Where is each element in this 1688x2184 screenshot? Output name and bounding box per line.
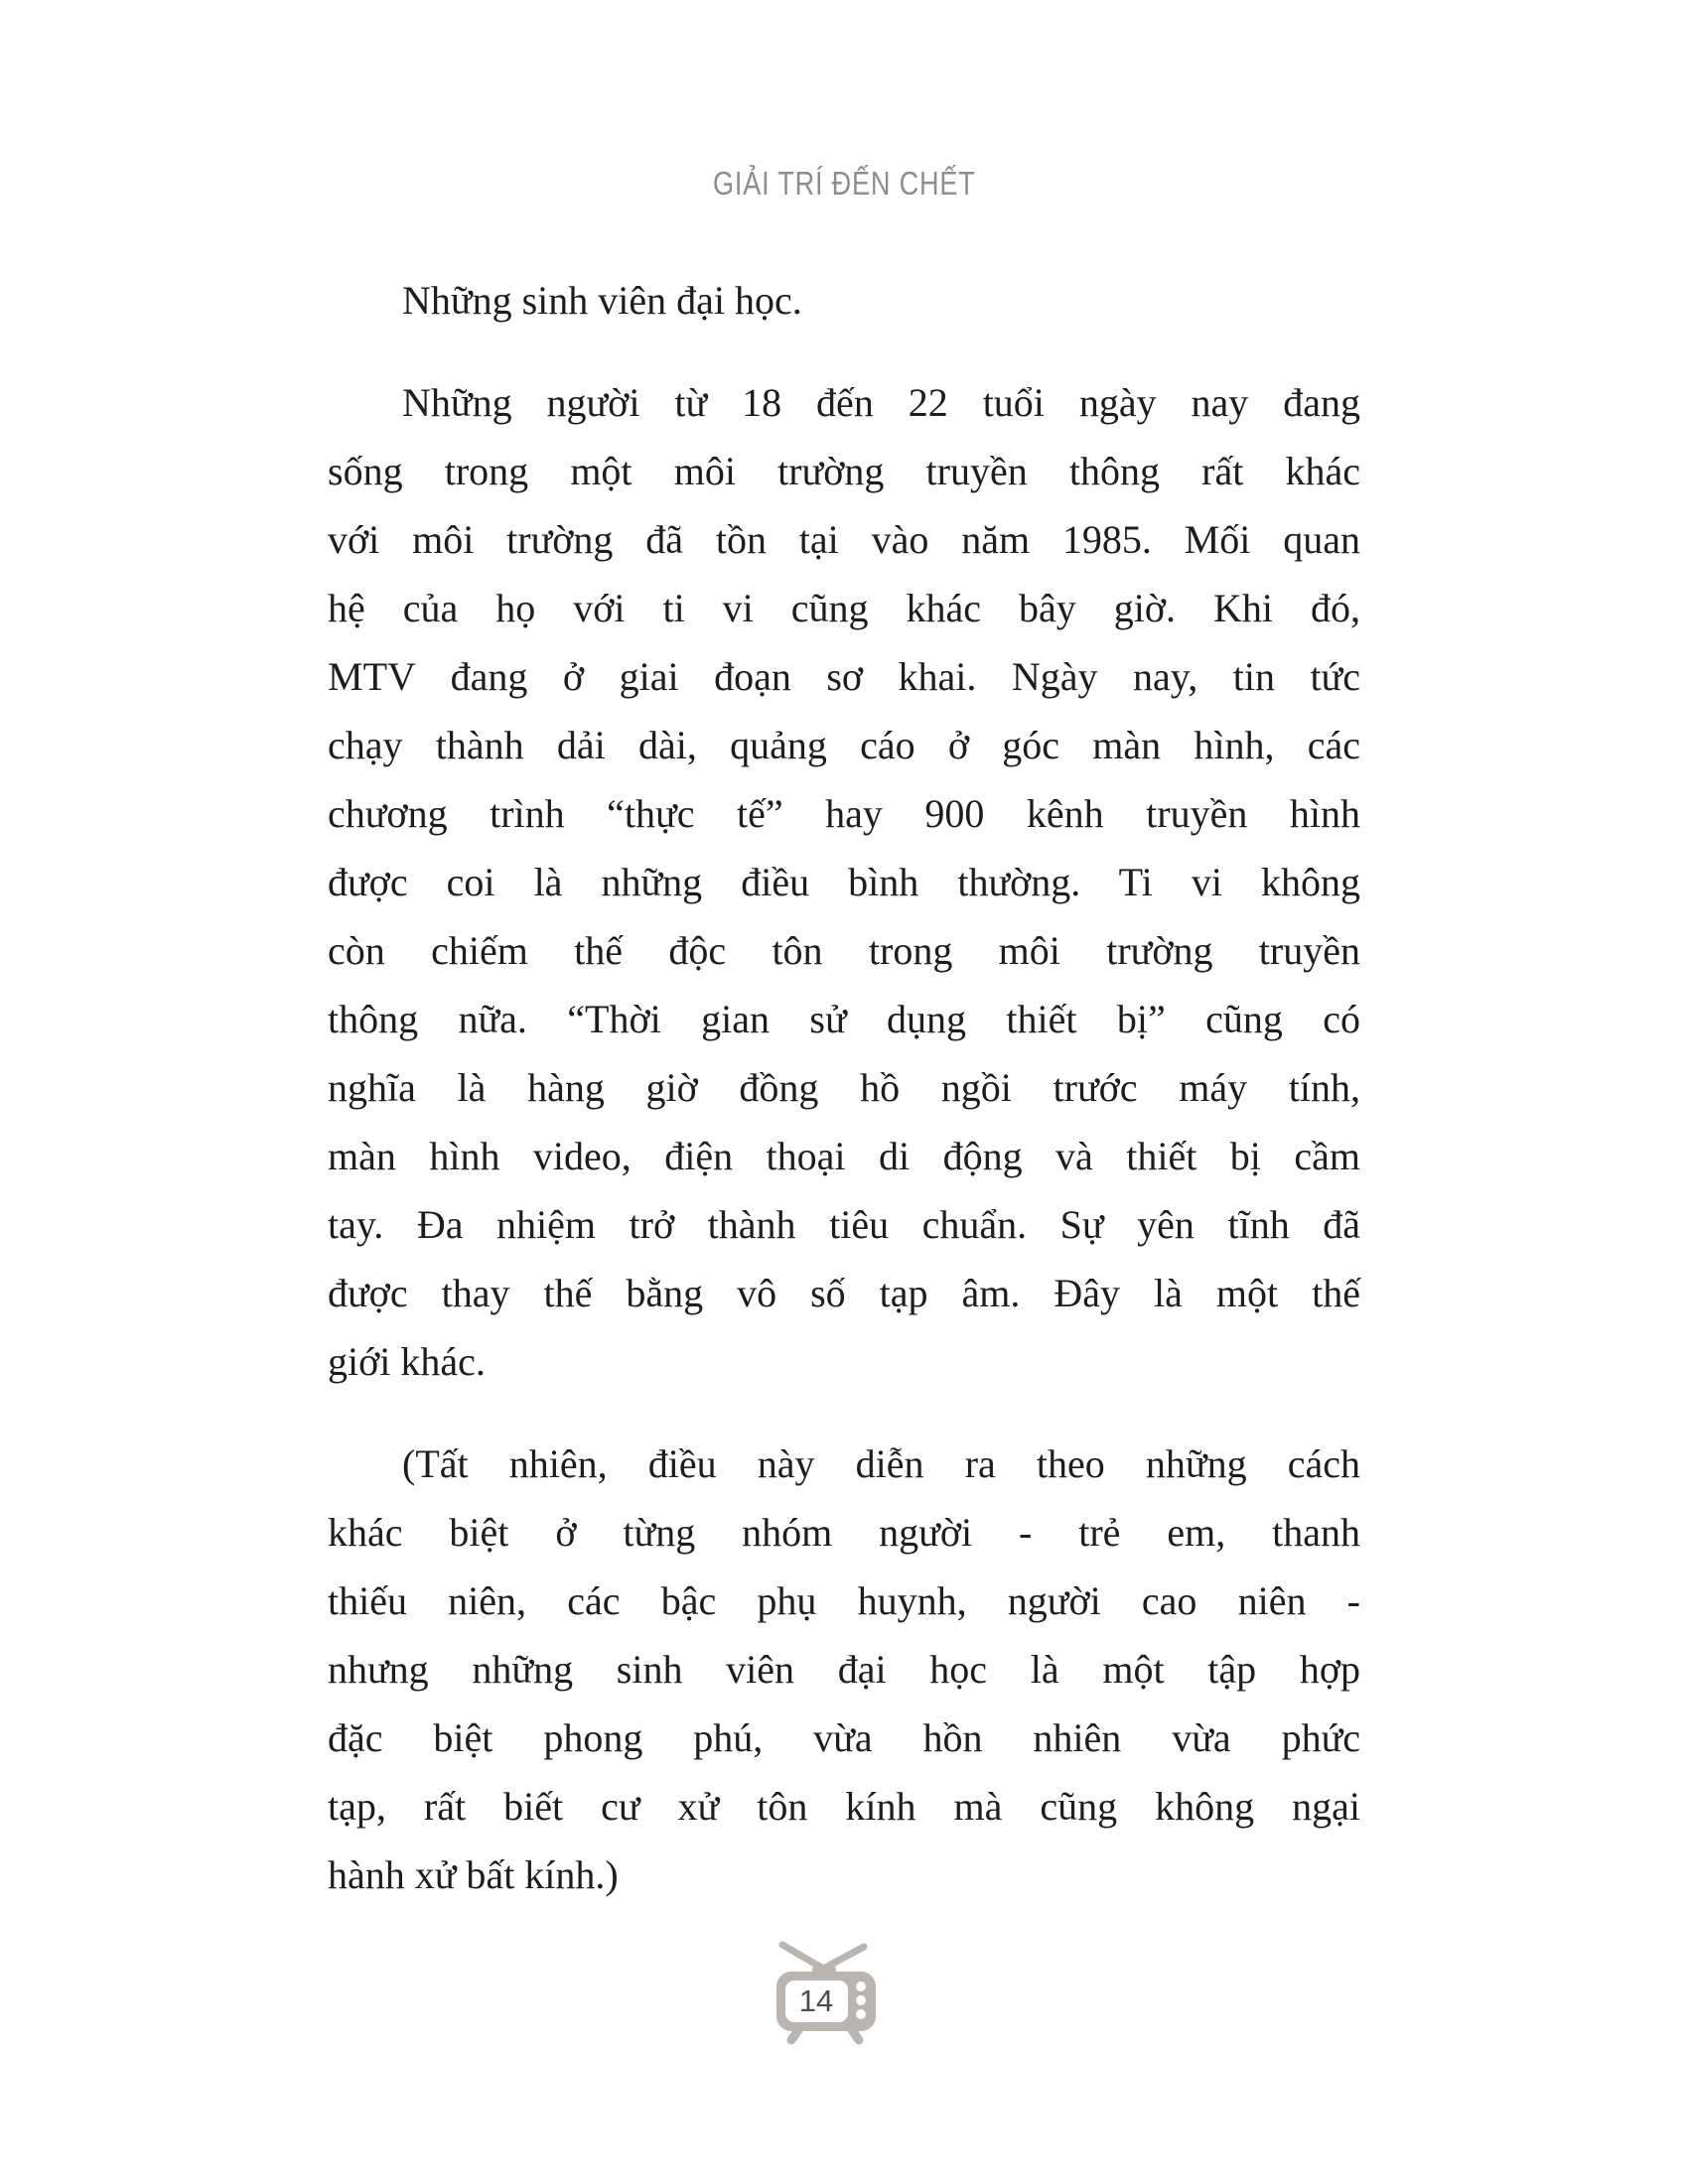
text-line: còn chiếm thế độc tôn trong môi trường truyền [328, 928, 1360, 973]
paragraph [328, 368, 1360, 1396]
text-line: nhưng những sinh viên đại học là một tập hợp [328, 1647, 1360, 1692]
text-line: nghĩa là hàng giờ đồng hồ ngồi trước máy tính, [328, 1065, 1360, 1110]
text-line: sống trong một môi trường truyền thông rất khác [328, 449, 1360, 493]
text-line: được coi là những điều bình thường. Ti vi không [328, 860, 1360, 904]
text-line: Những sinh viên đại học. [402, 278, 802, 323]
page-footer [769, 1940, 892, 2045]
running-head-title: GIẢI TRÍ ĐẾN CHẾT [712, 165, 976, 202]
paragraph [328, 266, 1360, 335]
text-line: chạy thành dải dài, quảng cáo ở góc màn hình, các [328, 723, 1360, 767]
text-line: được thay thế bằng vô số tạp âm. Đây là một thế [328, 1271, 1360, 1315]
text-line: MTV đang ở giai đoạn sơ khai. Ngày nay, tin tức [328, 654, 1360, 699]
text-line: (Tất nhiên, điều này diễn ra theo những cách [402, 1441, 1360, 1486]
text-line: giới khác. [328, 1339, 486, 1384]
text-line: khác biệt ở từng nhóm người - trẻ em, thanh [328, 1510, 1360, 1555]
paragraph [328, 1430, 1360, 1909]
text-line: hành xử bất kính.) [328, 1852, 619, 1897]
running-head [0, 165, 1688, 203]
text-line: màn hình video, điện thoại di động và thiết bị cầm [328, 1134, 1360, 1178]
text-line: thiếu niên, các bậc phụ huynh, người cao niên - [328, 1578, 1360, 1623]
body-text [328, 266, 1360, 1943]
text-line: với môi trường đã tồn tại vào năm 1985. Mối quan [328, 517, 1360, 562]
text-line: hệ của họ với ti vi cũng khác bây giờ. Khi đó, [328, 586, 1360, 630]
text-line: thông nữa. “Thời gian sử dụng thiết bị” cũng có [328, 997, 1360, 1041]
text-line: tạp, rất biết cư xử tôn kính mà cũng không ngại [328, 1784, 1360, 1829]
text-line: Những người từ 18 đến 22 tuổi ngày nay đang [402, 380, 1360, 425]
page-number: 14 [798, 1983, 834, 2018]
text-line: đặc biệt phong phú, vừa hồn nhiên vừa phức [328, 1715, 1360, 1760]
text-line: chương trình “thực tế” hay 900 kênh truyền hình [328, 791, 1360, 836]
text-line: tay. Đa nhiệm trở thành tiêu chuẩn. Sự yên tĩnh đã [328, 1202, 1360, 1247]
